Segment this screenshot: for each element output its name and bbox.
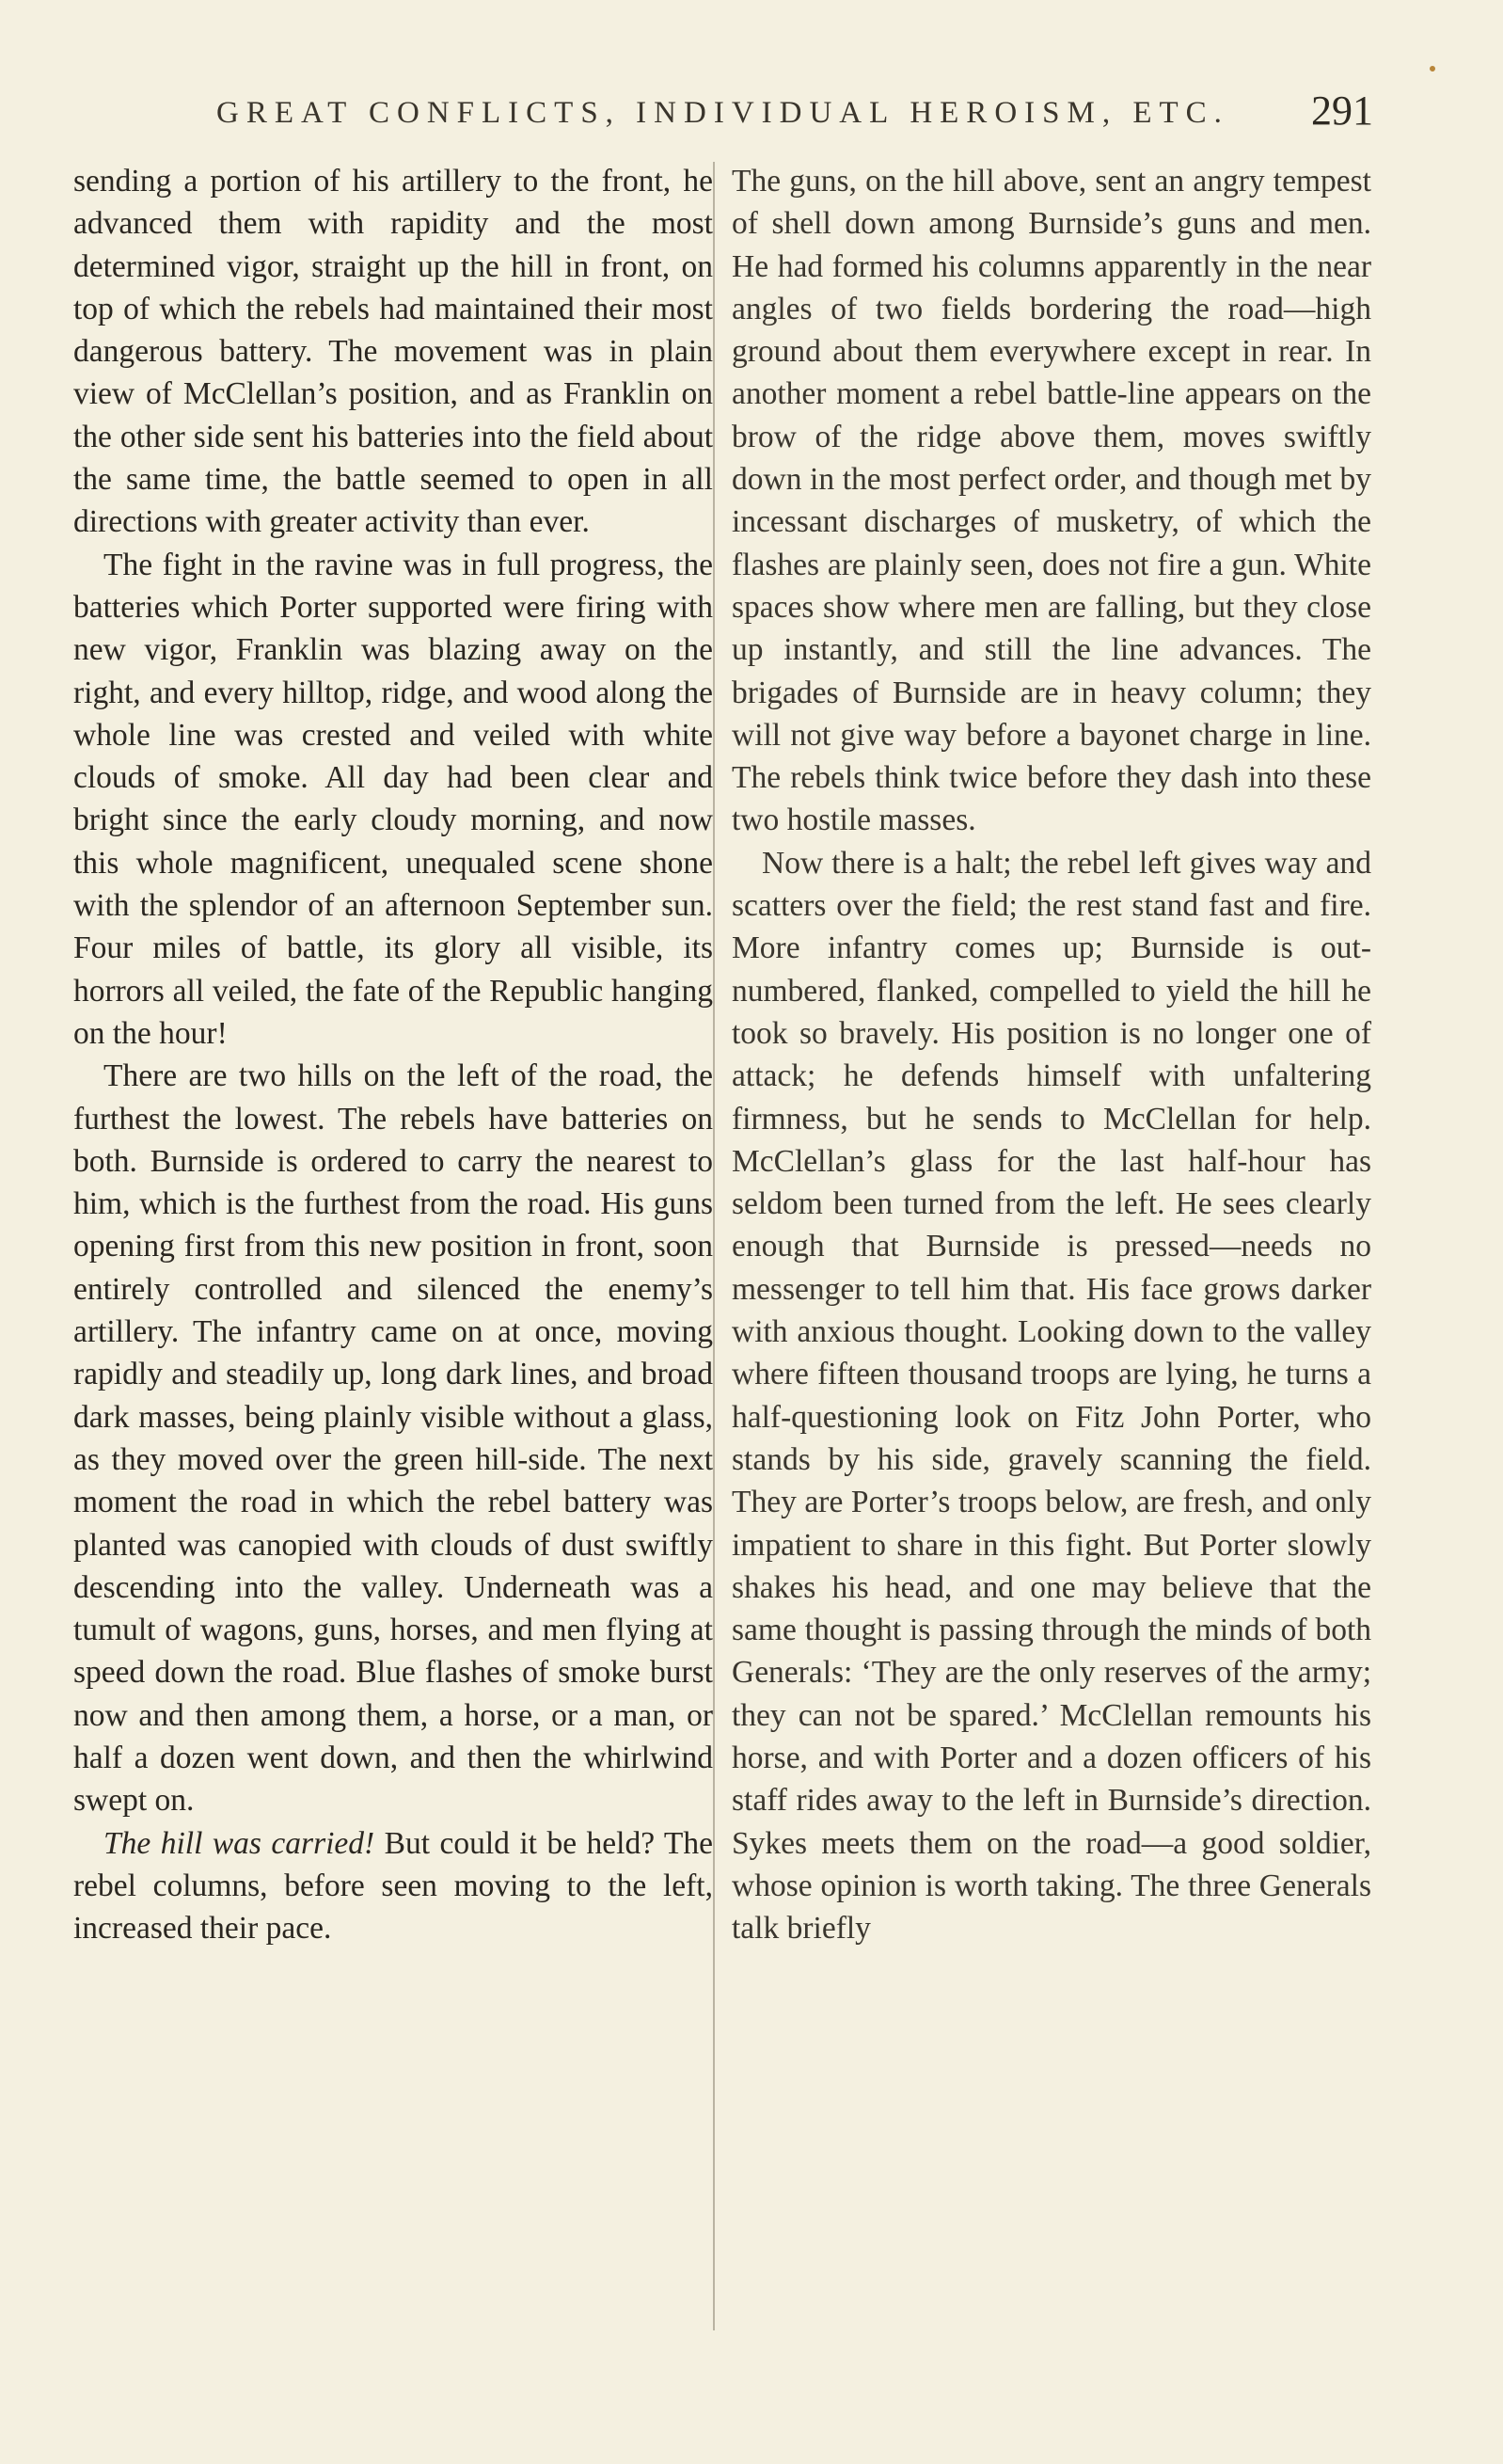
italic-phrase: The hill was carried!	[103, 1825, 375, 1861]
left-column	[73, 160, 713, 1949]
ink-speck	[1430, 66, 1435, 72]
paragraph-left-4-text: But could it be held? The rebel columns, before seen moving to the left, increased their pace.	[73, 1825, 713, 1947]
running-title: GREAT CONFLICTS, INDIVIDUAL HEROISM, ETC.	[216, 96, 1229, 130]
paragraph-left-2: The fight in the ravine was in full progress, the batteries which Porter supported were firing with new vigor, Franklin was blazing away on the right, and every hilltop, ridge, and wood along the whole line was crested and veiled with white clouds of smoke. All day had been clear and bright since the early cloudy morning, and now this whole magnificent, unequaled scene shone with the splendor of an afternoon September sun. Four miles of battle, its glory all visible, its horrors all veiled, the fate of the Republic hanging on the hour!	[73, 547, 713, 1051]
paragraph-left-3: There are two hills on the left of the road, the furthest the lowest. The rebels have batteries on both. Burnside is ordered to carry the nearest to him, which is the furthest from the road. His guns opening first from this new position in front, soon entirely controlled and silenced the enemy’s artillery. The infantry came on at once, moving rapidly and steadily up, long dark lines, and broad dark masses, being plainly visible without a glass, as they moved over the green hill-side. The next moment the road in which the rebel battery was planted was canopied with clouds of dust swiftly descending into the valley. Underneath was a tumult of wagons, guns, horses, and men flying at speed down the road. Blue flashes of smoke burst now and then among them, a horse, or a man, or half a dozen went down, and then the whirlwind swept on.	[73, 1058, 713, 1819]
page-number: 291	[1311, 87, 1373, 134]
paragraph-left-4	[73, 1822, 713, 1950]
column-divider	[713, 162, 715, 2330]
right-column	[732, 160, 1371, 1949]
paragraph-right-2: Now there is a halt; the rebel left gives way and scatters over the field; the rest stand fast and fire. More infantry comes up; Burnside is out-numbered, flanked, compelled to yield the hill he took so bravely. His position is no longer one of attack; he defends himself with unfaltering firmness, but he sends to McClellan for help. McClellan’s glass for the last half-hour has seldom been turned from the left. He sees clearly enough that Burnside is pressed—needs no messenger to tell him that. His face grows darker with anxious thought. Looking down to the valley where fifteen thousand troops are lying, he turns a half-questioning look on Fitz John Porter, who stands by his side, gravely scanning the field. They are Porter’s troops below, are fresh, and only impatient to share in this fight. But Porter slowly shakes his head, and one may believe that the same thought is passing through the minds of both Generals: ‘They are the only reserves of the army; they can not be spared.’ McClellan remounts his horse, and with Porter and a dozen officers of his staff rides away to the left in Burnside’s direction. Sykes meets them on the road—a good soldier, whose opinion is worth taking. The three Generals talk briefly	[732, 845, 1371, 1947]
paragraph-right-1: The guns, on the hill above, sent an angry tempest of shell down among Burnside’s guns and men. He had formed his columns apparently in the near angles of two fields bordering the road—high ground about them everywhere except in rear. In another moment a rebel battle-line appears on the brow of the ridge above them, moves swiftly down in the most perfect order, and though met by incessant discharges of musketry, of which the flashes are plainly seen, does not fire a gun. White spaces show where men are falling, but they close up instantly, and still the line advances. The brigades of Burnside are in heavy column; they will not give way before a bayonet charge in line. The rebels think twice before they dash into these two hostile masses.	[732, 164, 1371, 838]
paragraph-left-1: sending a portion of his artillery to the front, he advanced them with rapidity and the most determined vigor, straight up the hill in front, on top of which the rebels had maintained their most dangerous battery. The movement was in plain view of McClellan’s position, and as Franklin on the other side sent his batteries into the field about the same time, the battle seemed to open in all directions with greater activity than ever.	[73, 164, 713, 540]
running-head	[66, 87, 1373, 143]
